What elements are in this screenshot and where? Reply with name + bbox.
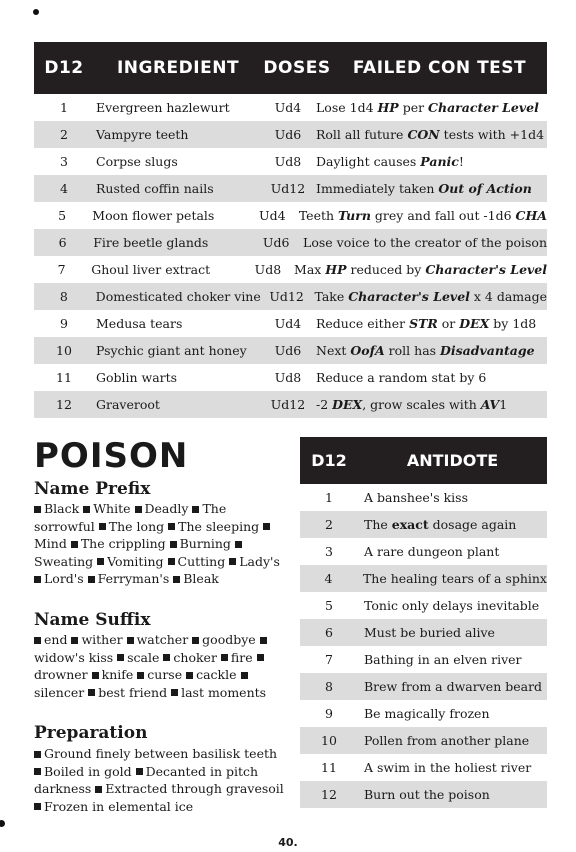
ingredient-name: Goblin warts xyxy=(96,370,178,385)
page-number: 40. xyxy=(278,836,298,849)
bullet-square xyxy=(192,506,199,513)
table-row xyxy=(34,121,547,148)
bullet-square xyxy=(257,654,264,661)
bullet-square xyxy=(229,558,236,565)
table-row xyxy=(300,565,547,592)
effect-text: grey and fall out -1d6 xyxy=(370,208,516,223)
row-number: 12 xyxy=(56,397,72,412)
row-number: 4 xyxy=(60,181,68,196)
table-row xyxy=(300,727,547,754)
table-row xyxy=(300,619,547,646)
bullet-square xyxy=(117,654,124,661)
row-number: 3 xyxy=(325,544,333,559)
doses-value: Ud4 xyxy=(259,208,286,223)
table-row xyxy=(34,148,547,175)
ingredient-table xyxy=(34,42,547,418)
list-item: drowner xyxy=(34,667,88,682)
table-row xyxy=(34,337,547,364)
bullet-dot xyxy=(0,820,5,827)
antidote-text xyxy=(358,706,547,721)
row-number: 9 xyxy=(60,316,68,331)
bullet-square xyxy=(168,558,175,565)
table-row xyxy=(300,646,547,673)
antidote-part: A rare dungeon plant xyxy=(364,544,500,559)
antidote-text xyxy=(358,787,547,802)
table-row xyxy=(300,700,547,727)
bullet-square xyxy=(71,637,78,644)
row-number: 9 xyxy=(325,706,333,721)
list-item: Boiled in gold xyxy=(44,763,132,779)
effect-text: Teeth xyxy=(298,208,339,223)
failed-con-test-effect xyxy=(312,316,547,331)
row-number: 12 xyxy=(321,787,337,802)
bullet-square xyxy=(260,637,267,644)
antidote-table-header xyxy=(300,437,547,484)
bullet-square xyxy=(127,637,134,644)
effect-text: Panic xyxy=(420,154,459,169)
table-row xyxy=(34,202,547,229)
list-item: Mind xyxy=(34,536,67,551)
row-number: 6 xyxy=(58,235,67,250)
effect-text: x 4 damage xyxy=(469,289,547,304)
header-ingredient: INGREDIENT xyxy=(116,58,240,78)
list-item: Burning xyxy=(179,536,231,551)
bullet-square xyxy=(135,506,142,513)
antidote-part: Pollen from another plane xyxy=(364,733,530,748)
row-number: 8 xyxy=(59,289,68,304)
row-number: 2 xyxy=(60,127,68,142)
table-row xyxy=(300,538,547,565)
list-item: end xyxy=(44,632,68,647)
effect-text: Character Level xyxy=(428,100,539,115)
effect-text: Take xyxy=(314,289,349,304)
doses-value: Ud4 xyxy=(274,316,302,331)
list-item: The sorrowful xyxy=(34,501,227,534)
list-item: Black xyxy=(44,501,80,516)
table-row xyxy=(300,754,547,781)
bullet-square xyxy=(137,672,144,679)
bullet-square xyxy=(34,576,41,583)
ingredient-name: Vampyre teeth xyxy=(96,127,189,142)
antidote-text xyxy=(358,760,547,775)
header-d12: D12 xyxy=(311,451,347,470)
bullet-square xyxy=(88,576,95,583)
bullet-square xyxy=(173,576,180,583)
bullet-dot xyxy=(33,9,39,15)
list-item: Sweating xyxy=(34,553,94,569)
bullet-square xyxy=(171,689,178,696)
ingredient-name: Evergreen hazlewurt xyxy=(96,100,230,115)
effect-text: Roll all future xyxy=(316,127,408,142)
list-item: best friend xyxy=(98,684,168,700)
effect-text: Out of Action xyxy=(438,181,532,196)
list-item: Decanted in pitch darkness xyxy=(34,763,259,796)
antidote-part: Tonic only delays inevitable xyxy=(364,598,540,613)
antidote-part: Brew from a dwarven beard xyxy=(364,679,543,694)
bullet-square xyxy=(83,506,90,513)
effect-text: OofA xyxy=(350,343,385,358)
preparation-list xyxy=(34,745,286,815)
doses-value: Ud8 xyxy=(274,370,302,385)
bullet-square xyxy=(34,803,41,810)
bullet-square xyxy=(263,523,270,530)
effect-text: by 1d8 xyxy=(489,316,537,331)
failed-con-test-effect xyxy=(290,262,547,277)
bullet-square xyxy=(71,541,78,548)
failed-con-test-effect xyxy=(299,235,547,250)
antidote-part: A banshee's kiss xyxy=(364,490,468,505)
table-row xyxy=(34,256,547,283)
bullet-square xyxy=(95,786,102,793)
bullet-square xyxy=(34,506,41,513)
antidote-table-body xyxy=(300,484,547,808)
table-row xyxy=(34,283,547,310)
list-item: Bleak xyxy=(183,571,219,586)
doses-value: Ud4 xyxy=(274,100,302,115)
failed-con-test-effect xyxy=(310,289,547,304)
row-number: 2 xyxy=(325,517,333,532)
effect-text: Character's Level xyxy=(425,262,547,277)
antidote-text xyxy=(358,490,547,505)
list-item: Ferryman's xyxy=(97,571,170,586)
ingredient-name: Fire beetle glands xyxy=(93,235,209,250)
effect-text: STR xyxy=(409,316,438,331)
effect-text: Max xyxy=(294,262,326,277)
failed-con-test-effect xyxy=(312,370,547,385)
table-row xyxy=(300,673,547,700)
bullet-square xyxy=(192,637,199,644)
antidote-part: Burn out the poison xyxy=(364,787,490,802)
table-row xyxy=(34,175,547,202)
list-item: widow's kiss xyxy=(34,649,114,665)
antidote-part: A swim in the holiest river xyxy=(364,760,532,775)
effect-text: AV xyxy=(480,397,500,412)
row-number: 3 xyxy=(60,154,68,169)
antidote-table xyxy=(300,437,547,808)
antidote-part: The xyxy=(364,517,392,532)
list-item: Frozen in elemental ice xyxy=(44,798,194,814)
list-item: fire xyxy=(230,649,253,665)
antidote-text xyxy=(357,571,547,586)
bullet-square xyxy=(99,523,106,530)
bullet-square xyxy=(221,654,228,661)
antidote-text xyxy=(358,625,547,640)
table-row xyxy=(34,94,547,121)
failed-con-test-effect xyxy=(312,343,547,358)
bullet-square xyxy=(136,768,143,775)
ingredient-table-body xyxy=(34,94,547,418)
row-number: 5 xyxy=(325,598,333,613)
effect-text: Daylight causes xyxy=(316,154,421,169)
ingredient-name: Ghoul liver extract xyxy=(91,262,211,277)
effect-text: Turn xyxy=(338,208,371,223)
effect-text: DEX xyxy=(332,397,363,412)
list-item: knife xyxy=(101,667,134,682)
effect-text: Character's Level xyxy=(348,289,470,304)
antidote-text xyxy=(358,679,547,694)
list-item: Extracted through gravesoil xyxy=(105,781,284,796)
effect-text: HP xyxy=(325,262,347,277)
list-item: choker xyxy=(173,649,217,665)
bullet-square xyxy=(97,558,104,565)
effect-text: Disadvantage xyxy=(440,343,535,358)
list-item: cackle xyxy=(196,667,237,682)
antidote-text xyxy=(358,652,547,667)
list-item: White xyxy=(93,501,131,516)
bullet-square xyxy=(34,751,41,758)
table-row xyxy=(34,229,547,256)
row-number: 7 xyxy=(325,652,333,667)
row-number: 11 xyxy=(56,370,72,385)
effect-text: or xyxy=(437,316,460,331)
row-number: 11 xyxy=(321,760,337,775)
failed-con-test-effect xyxy=(312,127,547,142)
header-doses: DOSES xyxy=(263,58,331,78)
effect-text: Next xyxy=(316,343,351,358)
header-antidote: ANTIDOTE xyxy=(406,451,499,470)
row-number: 1 xyxy=(325,490,333,505)
bullet-square xyxy=(34,768,41,775)
list-item: The crippling xyxy=(80,536,166,551)
list-item: watcher xyxy=(136,632,189,647)
row-number: 1 xyxy=(60,100,68,115)
table-row xyxy=(300,781,547,808)
table-row xyxy=(300,592,547,619)
failed-con-test-effect xyxy=(312,397,547,412)
doses-value: Ud6 xyxy=(274,343,302,358)
preparation-heading: Preparation xyxy=(34,723,148,743)
doses-value: Ud12 xyxy=(270,181,306,196)
list-item: Vomiting xyxy=(107,553,164,569)
doses-value: Ud12 xyxy=(269,289,304,304)
bullet-square xyxy=(34,637,41,644)
antidote-part: The healing tears of a sphinx xyxy=(362,571,547,586)
list-item: Deadly xyxy=(144,501,189,516)
list-item: goodbye xyxy=(202,632,256,647)
effect-text: Lose voice to the creator of the poison xyxy=(303,235,547,250)
failed-con-test-effect xyxy=(312,181,547,196)
bullet-square xyxy=(92,672,99,679)
ingredient-name: Psychic giant ant honey xyxy=(96,343,247,358)
effect-text: reduced by xyxy=(346,262,426,277)
effect-text: 1 xyxy=(499,397,508,412)
list-item: Ground finely between basilisk teeth xyxy=(44,746,278,761)
list-item: Lady's xyxy=(239,553,280,569)
failed-con-test-effect xyxy=(312,100,547,115)
failed-con-test-effect xyxy=(312,154,547,169)
antidote-text xyxy=(358,517,547,532)
row-number: 7 xyxy=(57,262,66,277)
row-number: 4 xyxy=(324,571,333,586)
list-item: The long xyxy=(108,518,165,534)
list-item: Cutting xyxy=(177,553,226,569)
bullet-square xyxy=(241,672,248,679)
antidote-part: dosage again xyxy=(428,517,517,532)
list-item: The sleeping xyxy=(178,518,260,534)
list-item: last moments xyxy=(181,684,267,700)
row-number: 10 xyxy=(56,343,72,358)
name-prefix-list xyxy=(34,500,286,588)
effect-text: Reduce a random stat by 6 xyxy=(316,370,487,385)
name-prefix-heading: Name Prefix xyxy=(34,479,151,499)
antidote-text xyxy=(358,544,547,559)
list-item: silencer xyxy=(34,684,85,700)
doses-value: Ud6 xyxy=(262,235,290,250)
effect-text: tests with +1d4 xyxy=(439,127,545,142)
effect-text: roll has xyxy=(384,343,441,358)
list-item: Lord's xyxy=(44,571,84,586)
effect-text: Lose 1d4 xyxy=(316,100,378,115)
poison-title: POISON xyxy=(34,436,189,476)
list-item: wither xyxy=(81,632,123,647)
effect-text: -2 xyxy=(316,397,333,412)
effect-text: DEX xyxy=(459,316,490,331)
doses-value: Ud8 xyxy=(254,262,282,277)
table-row xyxy=(34,310,547,337)
bullet-square xyxy=(88,689,95,696)
effect-text: CHA xyxy=(515,208,548,223)
bullet-square xyxy=(163,654,170,661)
header-d12: D12 xyxy=(44,58,84,78)
ingredient-name: Rusted coffin nails xyxy=(96,181,214,196)
antidote-part: Bathing in an elven river xyxy=(364,652,522,667)
bullet-square xyxy=(168,523,175,530)
bullet-square xyxy=(170,541,177,548)
effect-text: CON xyxy=(407,127,440,142)
list-item: curse xyxy=(147,667,183,682)
ingredient-name: Domesticated choker vine xyxy=(95,289,261,304)
antidote-part: exact xyxy=(391,517,429,532)
ingredient-table-header xyxy=(34,42,547,94)
table-row xyxy=(300,511,547,538)
antidote-part: Must be buried alive xyxy=(364,625,495,640)
table-row xyxy=(34,391,547,418)
effect-text: ! xyxy=(458,154,464,169)
row-number: 8 xyxy=(325,679,333,694)
antidote-text xyxy=(358,598,547,613)
antidote-text xyxy=(358,733,547,748)
row-number: 5 xyxy=(58,208,67,223)
header-failed-con-test: FAILED CON TEST xyxy=(352,58,527,78)
name-suffix-heading: Name Suffix xyxy=(34,610,151,630)
ingredient-name: Medusa tears xyxy=(96,316,183,331)
table-row xyxy=(300,484,547,511)
effect-text: per xyxy=(398,100,429,115)
effect-text: , grow scales with xyxy=(362,397,481,412)
row-number: 6 xyxy=(325,625,333,640)
list-item: scale xyxy=(127,649,160,665)
ingredient-name: Graveroot xyxy=(96,397,160,412)
table-row xyxy=(34,364,547,391)
effect-text: HP xyxy=(377,100,399,115)
name-suffix-list xyxy=(34,631,286,701)
doses-value: Ud12 xyxy=(270,397,306,412)
doses-value: Ud6 xyxy=(274,127,302,142)
antidote-part: Be magically frozen xyxy=(364,706,490,721)
doses-value: Ud8 xyxy=(274,154,302,169)
failed-con-test-effect xyxy=(295,208,547,223)
row-number: 10 xyxy=(321,733,337,748)
ingredient-name: Moon flower petals xyxy=(92,208,215,223)
effect-text: Immediately taken xyxy=(316,181,439,196)
effect-text: Reduce either xyxy=(316,316,410,331)
bullet-square xyxy=(235,541,242,548)
bullet-square xyxy=(186,672,193,679)
ingredient-name: Corpse slugs xyxy=(96,154,178,169)
